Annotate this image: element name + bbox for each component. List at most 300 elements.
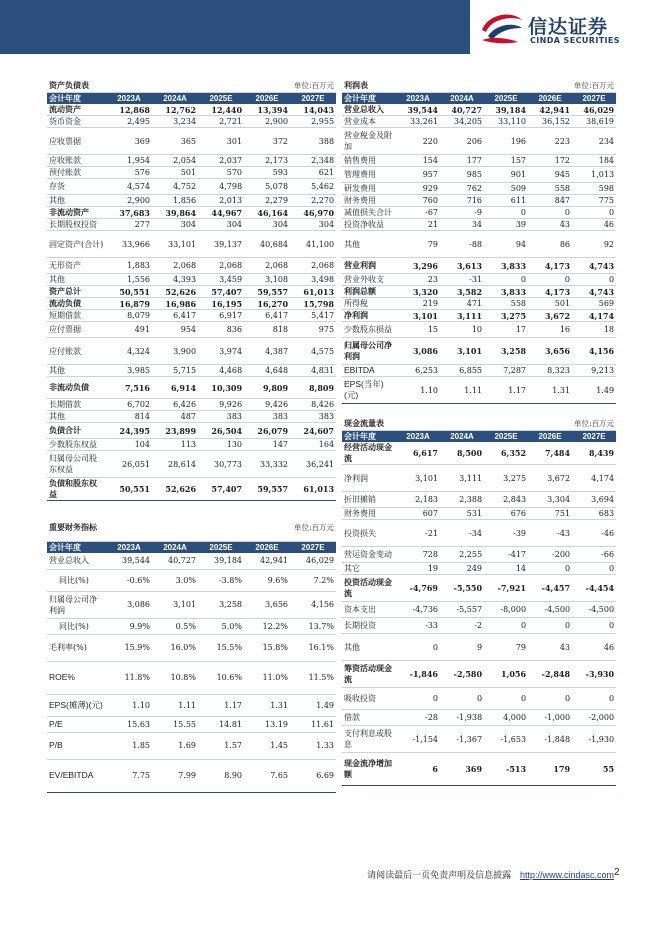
row-label: 利润总额 xyxy=(342,286,396,298)
row-value: 611 xyxy=(484,195,528,207)
year-header: 2023A xyxy=(396,92,440,104)
row-value: 12,762 xyxy=(152,104,198,116)
table-row xyxy=(342,753,616,786)
row-value: 4,575 xyxy=(290,338,336,365)
row-value: 14.81 xyxy=(198,716,244,732)
row-value: 11.5% xyxy=(290,661,336,694)
row-value: 985 xyxy=(440,167,484,183)
row-value: 365 xyxy=(152,128,198,155)
row-value: 50,551 xyxy=(106,478,152,501)
row-label: 预付账款 xyxy=(47,167,106,179)
row-value: 3,498 xyxy=(290,274,336,286)
row-value: 570 xyxy=(198,167,244,179)
cinda-logo-icon xyxy=(478,10,524,46)
row-value: 2,183 xyxy=(396,492,440,508)
balance-sheet-table xyxy=(47,80,336,501)
row-label: EBITDA xyxy=(342,365,396,377)
row-value: 8,323 xyxy=(528,365,572,377)
header-label: 会计年度 xyxy=(342,430,396,442)
table-row xyxy=(342,116,616,128)
row-value: 2,037 xyxy=(198,155,244,167)
row-value: -39 xyxy=(484,520,528,547)
row-value: 5,462 xyxy=(290,179,336,195)
table-row xyxy=(342,563,616,575)
row-value: 40,727 xyxy=(440,104,484,116)
table-unit: 单位:百万元 xyxy=(244,514,336,541)
table-title: 利润表 xyxy=(342,80,484,92)
row-value: 4,173 xyxy=(528,258,572,274)
row-value: 4,173 xyxy=(528,286,572,298)
row-value: 16,879 xyxy=(106,298,152,310)
row-value: 954 xyxy=(152,322,198,338)
row-value: -1,846 xyxy=(396,661,440,688)
table-row xyxy=(342,338,616,365)
table-unit: 单位:百万元 xyxy=(484,80,616,92)
row-value: 1.69 xyxy=(152,732,198,759)
row-value: 94 xyxy=(484,231,528,258)
row-value: 598 xyxy=(572,183,616,195)
row-value: -4,500 xyxy=(572,602,616,618)
row-value: -4,769 xyxy=(396,575,440,602)
table-row xyxy=(47,258,336,274)
row-value: 3,101 xyxy=(152,591,198,618)
table-row xyxy=(47,451,336,478)
row-value: 369 xyxy=(106,128,152,155)
row-value: -1,930 xyxy=(572,726,616,753)
row-value: 39,184 xyxy=(198,553,244,569)
row-value: 1.11 xyxy=(152,694,198,716)
row-value: -3.8% xyxy=(198,569,244,591)
row-label: 货币资金 xyxy=(47,116,106,128)
row-value: -200 xyxy=(528,547,572,563)
row-value: 3.0% xyxy=(152,569,198,591)
page-number: 2 xyxy=(614,867,620,878)
table-row xyxy=(342,508,616,520)
row-value: 16,986 xyxy=(152,298,198,310)
row-label: 非流动负债 xyxy=(47,377,106,399)
row-value: 975 xyxy=(290,322,336,338)
table-title-row xyxy=(47,514,336,541)
year-header: 2026E xyxy=(528,92,572,104)
table-header-row xyxy=(342,430,616,442)
table-unit: 单位:百万元 xyxy=(484,418,616,430)
table-row xyxy=(47,155,336,167)
row-label: 长期股权投资 xyxy=(47,219,106,231)
row-value: 15 xyxy=(396,322,440,338)
income-statement-table xyxy=(342,80,616,404)
table-row xyxy=(47,732,336,759)
row-value: -46 xyxy=(572,520,616,547)
row-value: 3,108 xyxy=(244,274,290,286)
row-value: 61,013 xyxy=(290,286,336,298)
row-value: 8,439 xyxy=(572,442,616,465)
year-header: 2026E xyxy=(528,430,572,442)
row-value: 43 xyxy=(528,219,572,231)
row-value: 6 xyxy=(396,753,440,786)
row-label: 支付利息或股息 xyxy=(342,726,396,753)
row-value: 23,899 xyxy=(152,423,198,439)
table-row xyxy=(47,298,336,310)
row-value: 7,287 xyxy=(484,365,528,377)
row-value: 34 xyxy=(440,219,484,231)
row-value: 219 xyxy=(396,298,440,310)
row-value: 8,500 xyxy=(440,442,484,465)
row-value: 1.49 xyxy=(290,694,336,716)
row-value: 7.99 xyxy=(152,759,198,792)
row-value: 28,614 xyxy=(152,451,198,478)
row-value: 6,417 xyxy=(244,310,290,322)
row-value: 945 xyxy=(528,167,572,183)
row-value: 61,013 xyxy=(290,478,336,501)
row-value: 249 xyxy=(440,563,484,575)
row-value: 8.90 xyxy=(198,759,244,792)
row-value: 388 xyxy=(290,128,336,155)
row-label: 筹资活动现金流 xyxy=(342,661,396,688)
row-value: 7.65 xyxy=(244,759,290,792)
row-value: 44,967 xyxy=(198,207,244,219)
row-value: 7.2% xyxy=(290,569,336,591)
table-row xyxy=(47,694,336,716)
row-label: 同比(%) xyxy=(47,618,106,634)
row-value: -28 xyxy=(396,710,440,726)
row-value: 2,843 xyxy=(484,492,528,508)
table-unit: 单位:百万元 xyxy=(198,80,336,92)
row-value: 2,495 xyxy=(106,116,152,128)
row-label: 毛利率(%) xyxy=(47,634,106,661)
row-value: 34,205 xyxy=(440,116,484,128)
row-value: 0 xyxy=(528,618,572,634)
row-value: 9,213 xyxy=(572,365,616,377)
table-row xyxy=(342,442,616,465)
disclaimer-text: 请阅读最后一页免责声明及信息披露 xyxy=(367,871,512,881)
row-value: -0.6% xyxy=(106,569,152,591)
row-value: 7,484 xyxy=(528,442,572,465)
row-value: 3,459 xyxy=(198,274,244,286)
row-label: 资本支出 xyxy=(342,602,396,618)
row-value: 18 xyxy=(572,322,616,338)
row-value: 509 xyxy=(484,183,528,195)
row-value: 301 xyxy=(198,128,244,155)
row-value: 901 xyxy=(484,167,528,183)
row-value: 716 xyxy=(440,195,484,207)
row-value: 1.49 xyxy=(572,377,616,404)
row-value: -4,736 xyxy=(396,602,440,618)
row-value: 196 xyxy=(484,128,528,155)
row-value: 13.7% xyxy=(290,618,336,634)
row-label: 净利润 xyxy=(342,310,396,322)
row-value: 2,270 xyxy=(290,195,336,207)
row-value: 223 xyxy=(528,128,572,155)
row-value: 0 xyxy=(396,688,440,710)
table-row xyxy=(47,104,336,116)
row-value: 46 xyxy=(572,634,616,661)
table-row xyxy=(47,286,336,298)
year-header: 2026E xyxy=(244,541,290,553)
row-value: 676 xyxy=(484,508,528,520)
row-value: 16,195 xyxy=(198,298,244,310)
row-value: 52,626 xyxy=(152,478,198,501)
year-header: 2027E xyxy=(290,541,336,553)
year-header: 2026E xyxy=(244,92,290,104)
row-value: 43 xyxy=(528,634,572,661)
table-row xyxy=(47,759,336,792)
row-value: 179 xyxy=(528,753,572,786)
row-value: 30,773 xyxy=(198,451,244,478)
row-value: 1,556 xyxy=(106,274,152,286)
row-value: 3,656 xyxy=(528,338,572,365)
row-value: 11.61 xyxy=(290,716,336,732)
row-value: 0 xyxy=(572,618,616,634)
table-row xyxy=(47,274,336,286)
row-value: 52,626 xyxy=(152,286,198,298)
row-value: 836 xyxy=(198,322,244,338)
row-value: 46,164 xyxy=(244,207,290,219)
row-label: 流动资产 xyxy=(47,104,106,116)
row-label: 现金流净增加额 xyxy=(342,753,396,786)
row-value: -4,454 xyxy=(572,575,616,602)
row-label: 财务费用 xyxy=(342,195,396,207)
table-row xyxy=(47,439,336,451)
row-value: 2,348 xyxy=(290,155,336,167)
row-value: 1.85 xyxy=(106,732,152,759)
row-value: 8,809 xyxy=(290,377,336,399)
row-label: 投资净收益 xyxy=(342,219,396,231)
row-label: 存货 xyxy=(47,179,106,195)
row-value: 10 xyxy=(440,322,484,338)
row-value: 9.6% xyxy=(244,569,290,591)
row-value: 2,388 xyxy=(440,492,484,508)
row-value: -417 xyxy=(484,547,528,563)
row-value: 3,582 xyxy=(440,286,484,298)
row-value: 79 xyxy=(484,634,528,661)
row-value: 10,309 xyxy=(198,377,244,399)
row-value: 304 xyxy=(290,219,336,231)
header-band xyxy=(0,0,470,54)
year-header: 2027E xyxy=(572,430,616,442)
row-value: 184 xyxy=(572,155,616,167)
table-row xyxy=(47,399,336,411)
row-value: 39 xyxy=(484,219,528,231)
row-label: 销售费用 xyxy=(342,155,396,167)
row-label: 其他 xyxy=(47,195,106,207)
table-row xyxy=(342,688,616,710)
row-value: 6,617 xyxy=(396,442,440,465)
row-label: 应收票据 xyxy=(47,128,106,155)
row-value: 16.0% xyxy=(152,634,198,661)
row-value: -2,848 xyxy=(528,661,572,688)
row-value: 15.5% xyxy=(198,634,244,661)
table-row xyxy=(342,183,616,195)
table-header-row xyxy=(47,541,336,553)
row-value: 10.6% xyxy=(198,661,244,694)
row-value: 6,702 xyxy=(106,399,152,411)
row-value: 3,086 xyxy=(106,591,152,618)
row-value: 2,054 xyxy=(152,155,198,167)
row-value: 234 xyxy=(572,128,616,155)
year-header: 2024A xyxy=(152,92,198,104)
row-value: 9.9% xyxy=(106,618,152,634)
row-value: 0 xyxy=(484,207,528,219)
row-value: 164 xyxy=(290,439,336,451)
year-header: 2025E xyxy=(198,92,244,104)
row-label: 营业利润 xyxy=(342,258,396,274)
row-value: 17 xyxy=(484,322,528,338)
row-value: 0 xyxy=(528,207,572,219)
row-value: 42,941 xyxy=(244,553,290,569)
row-value: 6,253 xyxy=(396,365,440,377)
row-value: 12,868 xyxy=(106,104,152,116)
row-value: 157 xyxy=(484,155,528,167)
row-label: 管理费用 xyxy=(342,167,396,183)
row-label: 少数股东损益 xyxy=(342,322,396,338)
row-label: 投资活动现金流 xyxy=(342,575,396,602)
row-value: 607 xyxy=(396,508,440,520)
row-value: 15.55 xyxy=(152,716,198,732)
table-title-row xyxy=(342,80,616,92)
row-value: 9 xyxy=(440,634,484,661)
row-value: 79 xyxy=(396,231,440,258)
row-label: 负债和股东权益 xyxy=(47,478,106,501)
row-value: 15,798 xyxy=(290,298,336,310)
row-value: 2,173 xyxy=(244,155,290,167)
table-row xyxy=(342,286,616,298)
table-row xyxy=(47,634,336,661)
table-row xyxy=(47,128,336,155)
table-row xyxy=(47,661,336,694)
row-value: -2 xyxy=(440,618,484,634)
row-value: 4,393 xyxy=(152,274,198,286)
row-value: 2,279 xyxy=(244,195,290,207)
row-value: 23 xyxy=(396,274,440,286)
row-value: 2,955 xyxy=(290,116,336,128)
table-row xyxy=(47,116,336,128)
row-label: 应收账款 xyxy=(47,155,106,167)
row-value: 15.9% xyxy=(106,634,152,661)
table-row xyxy=(47,338,336,365)
table-row xyxy=(342,602,616,618)
row-value: -31 xyxy=(440,274,484,286)
table-row xyxy=(47,716,336,732)
row-value: 3,974 xyxy=(198,338,244,365)
table-row xyxy=(342,195,616,207)
table-row xyxy=(342,274,616,286)
row-label: 长期投资 xyxy=(342,618,396,634)
table-row xyxy=(47,231,336,258)
row-value: 4,387 xyxy=(244,338,290,365)
row-value: 621 xyxy=(290,167,336,179)
row-label: 营业成本 xyxy=(342,116,396,128)
row-value: 487 xyxy=(152,411,198,423)
header-label: 会计年度 xyxy=(47,541,106,553)
row-value: 41,100 xyxy=(290,231,336,258)
row-value: 0.5% xyxy=(152,618,198,634)
table-row xyxy=(342,377,616,404)
row-value: 5,417 xyxy=(290,310,336,322)
row-value: 50,551 xyxy=(106,286,152,298)
row-value: 2,255 xyxy=(440,547,484,563)
row-value: -1,367 xyxy=(440,726,484,753)
row-label: 其他 xyxy=(47,365,106,377)
year-header: 2027E xyxy=(572,92,616,104)
row-label: EV/EBITDA xyxy=(47,759,106,792)
row-value: 16,270 xyxy=(244,298,290,310)
table-row xyxy=(342,365,616,377)
table-row xyxy=(47,618,336,634)
row-value: 0 xyxy=(572,274,616,286)
table-row xyxy=(342,661,616,688)
header-label: 会计年度 xyxy=(342,92,396,104)
row-value: 0 xyxy=(572,563,616,575)
row-value: 13,394 xyxy=(244,104,290,116)
row-value: 39,544 xyxy=(106,553,152,569)
row-value: 372 xyxy=(244,128,290,155)
row-label: EPS(当年)(元) xyxy=(342,377,396,404)
row-value: -67 xyxy=(396,207,440,219)
row-value: 4,743 xyxy=(572,258,616,274)
row-value: 46 xyxy=(572,219,616,231)
row-value: 59,557 xyxy=(244,286,290,298)
row-value: 3,111 xyxy=(440,465,484,492)
row-value: -33 xyxy=(396,618,440,634)
row-value: 15.8% xyxy=(244,634,290,661)
row-value: 42,941 xyxy=(528,104,572,116)
row-value: 10.8% xyxy=(152,661,198,694)
row-value: 9,926 xyxy=(198,399,244,411)
year-header: 2023A xyxy=(106,541,152,553)
website-link[interactable]: http://www.cindasc.com xyxy=(519,870,614,880)
row-value: 55 xyxy=(572,753,616,786)
row-value: 16 xyxy=(528,322,572,338)
key-indicators-table xyxy=(47,514,336,793)
row-value: 0 xyxy=(572,207,616,219)
row-value: 304 xyxy=(244,219,290,231)
row-label: 营业总收入 xyxy=(342,104,396,116)
table-title-row xyxy=(47,80,336,92)
page-footer xyxy=(367,868,614,881)
year-header: 2025E xyxy=(484,430,528,442)
row-value: 16.1% xyxy=(290,634,336,661)
row-value: 593 xyxy=(244,167,290,179)
row-value: 6,352 xyxy=(484,442,528,465)
row-label: 减值损失合计 xyxy=(342,207,396,219)
row-value: 304 xyxy=(198,219,244,231)
row-value: -5,550 xyxy=(440,575,484,602)
row-value: 19 xyxy=(396,563,440,575)
row-label: 负债合计 xyxy=(47,423,106,439)
row-value: 15.63 xyxy=(106,716,152,732)
row-value: 847 xyxy=(528,195,572,207)
row-value: 576 xyxy=(106,167,152,179)
row-value: 8,079 xyxy=(106,310,152,322)
table-row xyxy=(47,365,336,377)
year-header: 2023A xyxy=(106,92,152,104)
row-value: -513 xyxy=(484,753,528,786)
row-value: 5.0% xyxy=(198,618,244,634)
table-row xyxy=(47,411,336,423)
row-value: 531 xyxy=(440,508,484,520)
row-value: 501 xyxy=(528,298,572,310)
year-header: 2025E xyxy=(198,541,244,553)
table-row xyxy=(47,591,336,618)
row-label: 应付账款 xyxy=(47,338,106,365)
row-value: -3,930 xyxy=(572,661,616,688)
row-value: 57,407 xyxy=(198,478,244,501)
table-row xyxy=(342,465,616,492)
row-value: 33,261 xyxy=(396,116,440,128)
row-value: 11.0% xyxy=(244,661,290,694)
row-value: 6,417 xyxy=(152,310,198,322)
row-value: 6,914 xyxy=(152,377,198,399)
